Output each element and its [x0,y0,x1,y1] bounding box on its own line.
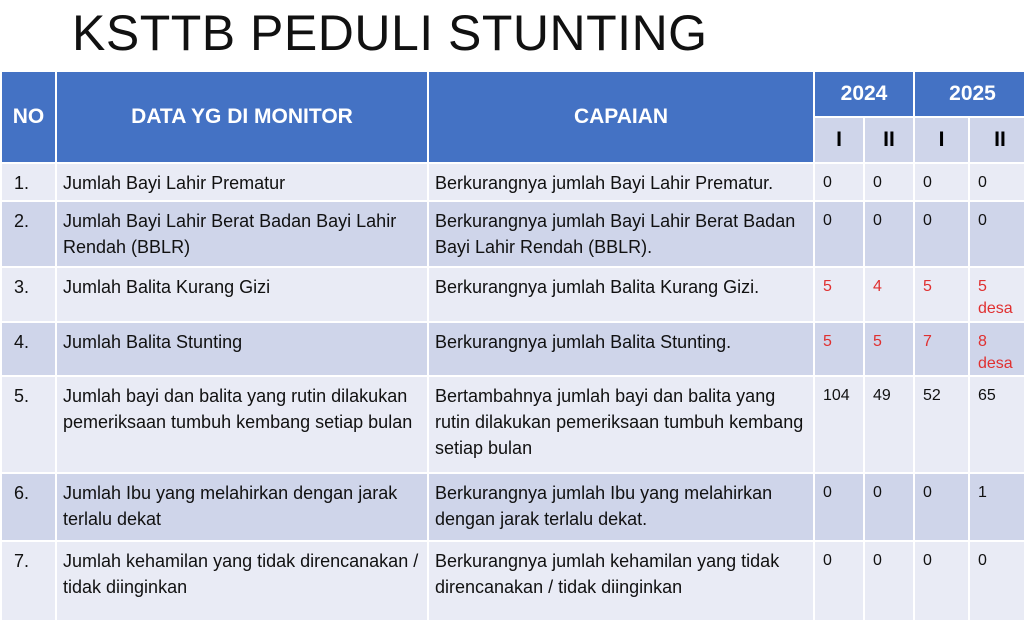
value-2025-1: 5 [914,267,969,322]
value-2025-1: 0 [914,201,969,267]
row-capaian: Berkurangnya jumlah Ibu yang melahirkan dengan jarak terlalu dekat. [428,473,814,541]
header-2025-sem-1: I [914,117,969,163]
value-2025-1: 52 [914,376,969,473]
value-2025-2: 5 desa [969,267,1024,322]
value-2024-2: 0 [864,163,914,201]
table-row [1,322,1024,376]
header-2024-sem-1: I [814,117,864,163]
row-capaian: Berkurangnya jumlah Bayi Lahir Prematur. [428,163,814,201]
table-row [1,541,1024,621]
row-capaian: Berkurangnya jumlah kehamilan yang tidak direncanakan / tidak diinginkan [428,541,814,621]
row-data: Jumlah Bayi Lahir Prematur [56,163,428,201]
page-title: KSTTB PEDULI STUNTING [72,5,708,61]
value-2025-1: 0 [914,473,969,541]
value-2025-1: 7 [914,322,969,376]
value-2025-2: 0 [969,201,1024,267]
header-year-2025: 2025 [914,71,1024,117]
value-2024-1: 0 [814,541,864,621]
value-2024-2: 0 [864,541,914,621]
header-2025-sem-2: II [969,117,1024,163]
header-year-2024: 2024 [814,71,914,117]
value-2024-1: 0 [814,201,864,267]
row-data: Jumlah kehamilan yang tidak direncanakan / tidak diinginkan [56,541,428,621]
row-number: 6. [1,473,56,541]
header-no: NO [1,71,56,163]
value-2024-1: 5 [814,267,864,322]
table-row [1,163,1024,201]
row-number: 2. [1,201,56,267]
row-capaian: Bertambahnya jumlah bayi dan balita yang rutin dilakukan pemeriksaan tumbuh kembang setiap bulan [428,376,814,473]
value-2024-2: 0 [864,473,914,541]
row-capaian: Berkurangnya jumlah Bayi Lahir Berat Badan Bayi Lahir Rendah (BBLR). [428,201,814,267]
value-2025-2: 1 [969,473,1024,541]
row-capaian: Berkurangnya jumlah Balita Kurang Gizi. [428,267,814,322]
value-2025-2: 65 [969,376,1024,473]
row-data: Jumlah Bayi Lahir Berat Badan Bayi Lahir Rendah (BBLR) [56,201,428,267]
table-row [1,376,1024,473]
row-number: 3. [1,267,56,322]
value-2025-1: 0 [914,163,969,201]
value-2024-1: 104 [814,376,864,473]
value-2024-2: 49 [864,376,914,473]
value-2024-1: 5 [814,322,864,376]
value-2025-2: 8 desa [969,322,1024,376]
value-2024-2: 5 [864,322,914,376]
row-number: 4. [1,322,56,376]
header-capaian: CAPAIAN [428,71,814,163]
row-number: 1. [1,163,56,201]
row-data: Jumlah Balita Kurang Gizi [56,267,428,322]
value-2025-1: 0 [914,541,969,621]
row-capaian: Berkurangnya jumlah Balita Stunting. [428,322,814,376]
row-data: Jumlah Balita Stunting [56,322,428,376]
value-2024-1: 0 [814,473,864,541]
value-2025-2: 0 [969,541,1024,621]
row-data: Jumlah bayi dan balita yang rutin dilakukan pemeriksaan tumbuh kembang setiap bulan [56,376,428,473]
table-row [1,267,1024,322]
value-2024-2: 0 [864,201,914,267]
value-2025-2: 0 [969,163,1024,201]
header-data: DATA YG DI MONITOR [56,71,428,163]
value-2024-1: 0 [814,163,864,201]
header-2024-sem-2: II [864,117,914,163]
value-2024-2: 4 [864,267,914,322]
row-number: 7. [1,541,56,621]
monitoring-table [0,70,1024,622]
row-data: Jumlah Ibu yang melahirkan dengan jarak terlalu dekat [56,473,428,541]
table-row [1,201,1024,267]
table-row [1,473,1024,541]
row-number: 5. [1,376,56,473]
